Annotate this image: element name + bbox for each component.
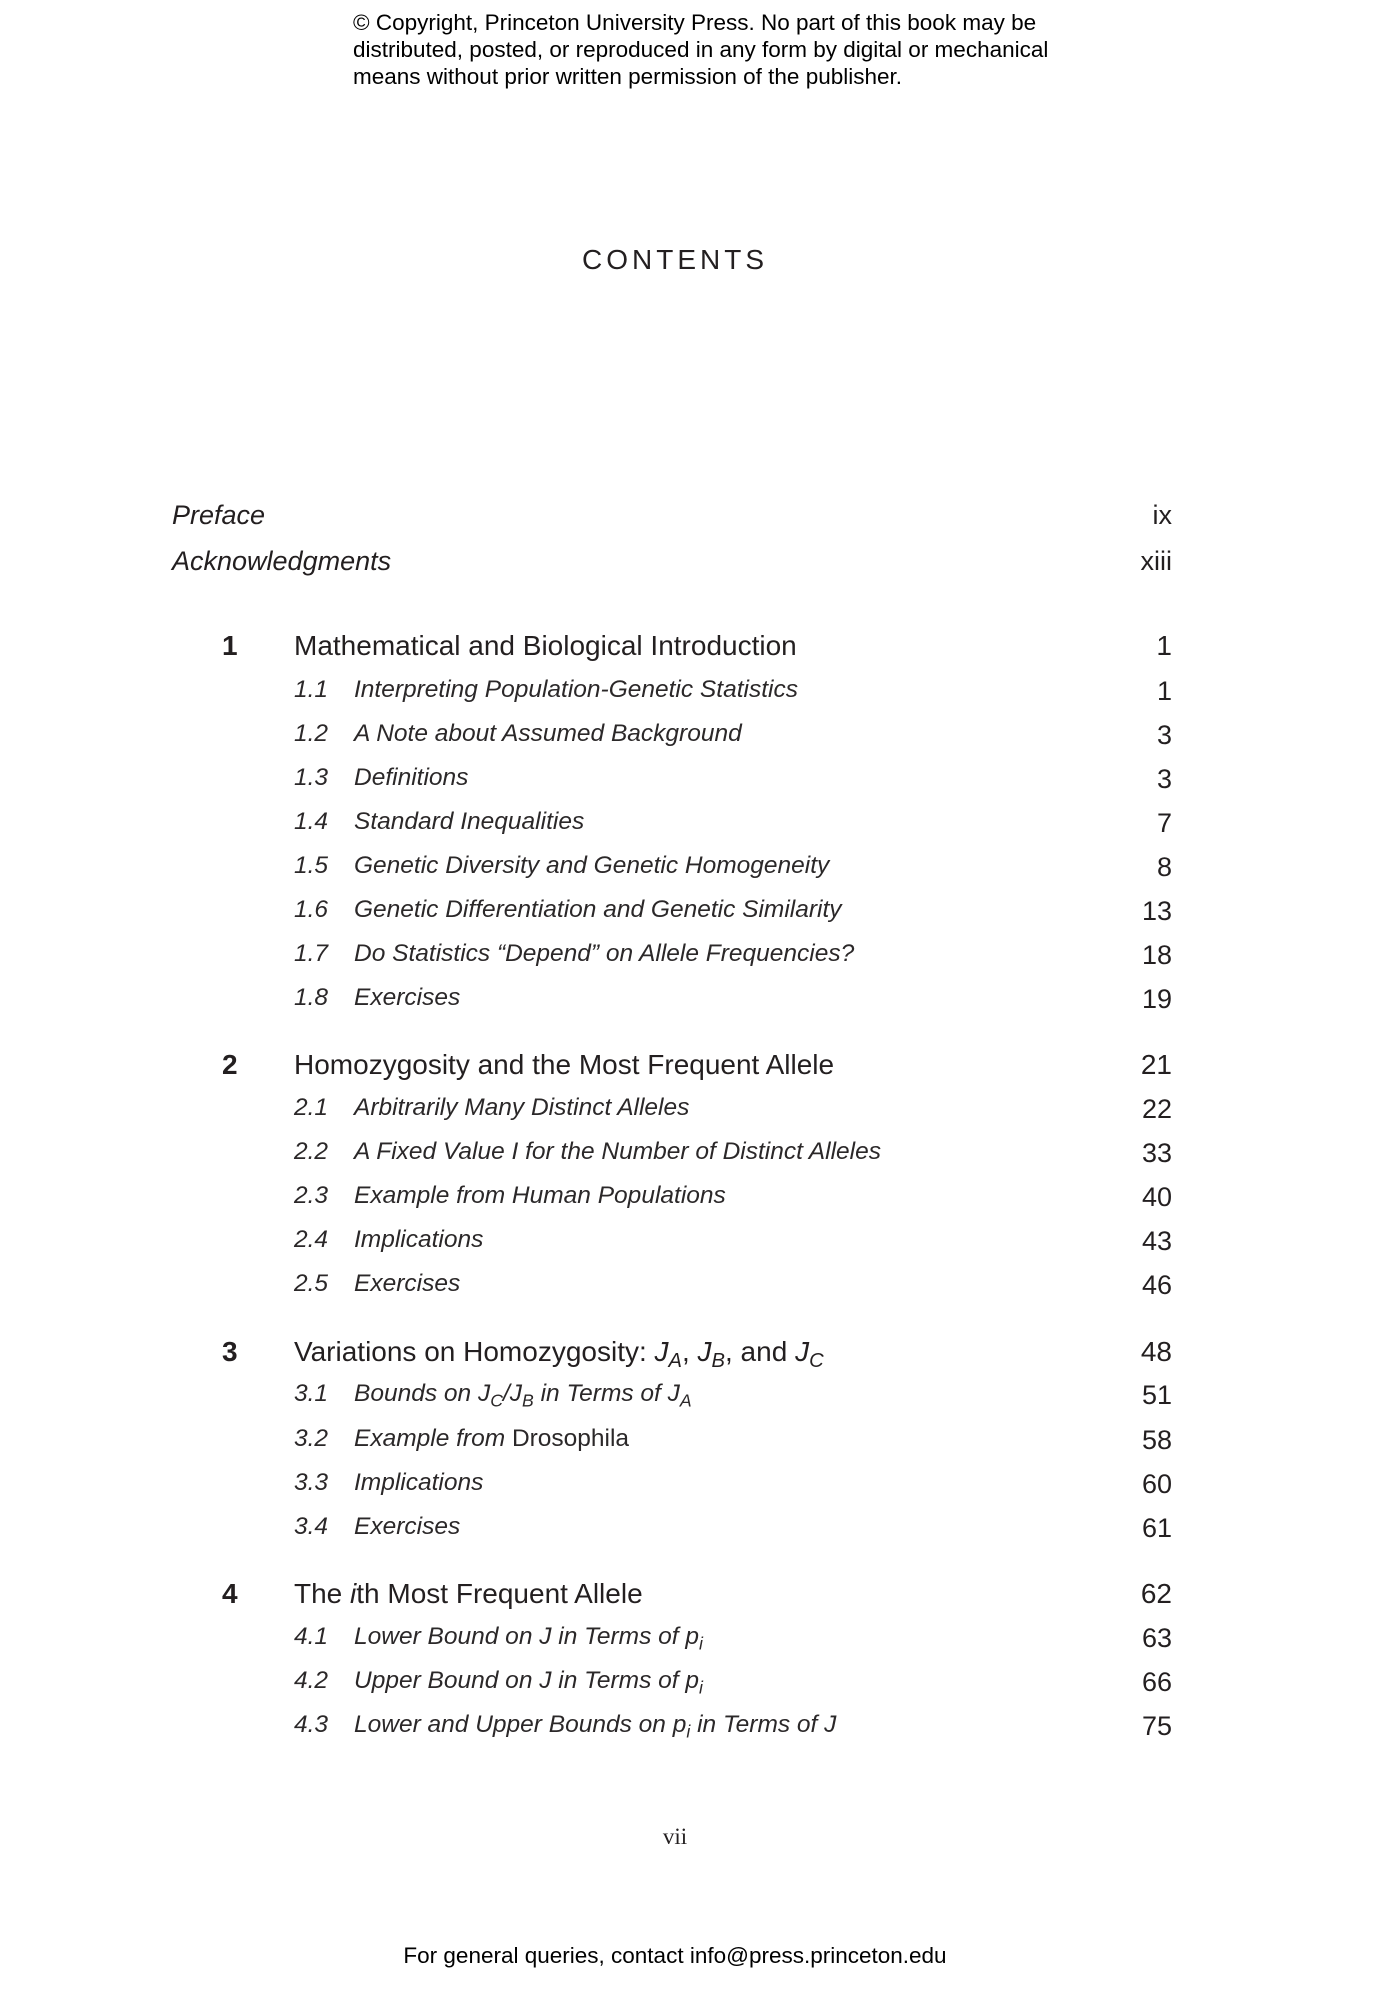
- toc-page-number: 51: [1141, 1380, 1172, 1410]
- toc-entry-label: Acknowledgments: [172, 546, 392, 576]
- section-title: Lower Bound on J in Terms of $p_i$: [354, 1623, 703, 1654]
- toc-page-number: 19: [1141, 984, 1172, 1014]
- section-title: Genetic Differentiation and Genetic Similarity: [354, 896, 842, 923]
- toc-section[interactable]: [294, 1667, 1172, 1703]
- section-number: 1.2: [294, 720, 329, 747]
- toc-page-number: 1: [1156, 630, 1172, 661]
- chapter-title: The ith Most Frequent Allele: [294, 1578, 643, 1609]
- toc-page-number: 22: [1141, 1094, 1172, 1124]
- toc-page-number: 18: [1141, 940, 1172, 970]
- section-number: 3.2: [294, 1425, 329, 1452]
- toc-chapter-2[interactable]: [222, 1049, 1172, 1085]
- section-number: 1.3: [294, 764, 329, 791]
- toc-section[interactable]: [294, 808, 1172, 844]
- toc-page-number: 1: [1156, 676, 1172, 706]
- chapter-number: 4: [222, 1578, 238, 1609]
- toc-page-number: 13: [1141, 896, 1172, 926]
- section-title: Exercises: [354, 1270, 461, 1297]
- toc-page-number: ix: [1152, 500, 1172, 530]
- section-number: 4.3: [294, 1711, 329, 1738]
- section-number: 4.2: [294, 1667, 329, 1694]
- section-number: 1.5: [294, 852, 329, 879]
- section-number: 3.3: [294, 1469, 329, 1496]
- toc-page-number: 48: [1140, 1336, 1172, 1367]
- footer-contact: For general queries, contact info@press.princeton.edu: [403, 1943, 947, 1968]
- toc-section[interactable]: [294, 1425, 1172, 1461]
- toc-section[interactable]: [294, 1469, 1172, 1505]
- section-number: 1.6: [294, 896, 329, 923]
- section-number: 2.1: [294, 1094, 329, 1121]
- toc-section[interactable]: [294, 1270, 1172, 1306]
- toc-section[interactable]: [294, 1380, 1172, 1416]
- toc-chapter-1[interactable]: [222, 630, 1172, 666]
- section-number: 1.1: [294, 676, 329, 703]
- section-title: Interpreting Population-Genetic Statistics: [354, 676, 798, 703]
- toc-page-number: 7: [1156, 808, 1172, 838]
- toc-page-number: 60: [1141, 1469, 1172, 1499]
- toc-entry-label: Preface: [172, 500, 266, 530]
- section-title: Arbitrarily Many Distinct Alleles: [354, 1094, 690, 1121]
- toc-page-number: 46: [1141, 1270, 1172, 1300]
- toc-page-number: 66: [1141, 1667, 1172, 1697]
- toc-section[interactable]: [294, 940, 1172, 976]
- chapter-title: Mathematical and Biological Introduction: [294, 630, 797, 661]
- toc-page-number: 63: [1141, 1623, 1172, 1653]
- section-title: Do Statistics “Depend” on Allele Frequencies?: [354, 940, 855, 967]
- section-number: 1.4: [294, 808, 329, 835]
- section-number: 3.1: [294, 1380, 329, 1407]
- chapter-title: Variations on Homozygosity: $J_A$, $J_B$, and $J_C$: [294, 1336, 824, 1373]
- section-title: Standard Inequalities: [354, 808, 585, 835]
- section-number: 4.1: [294, 1623, 329, 1650]
- copyright-line: distributed, posted, or reproduced in any form by digital or mechanical: [353, 37, 1049, 62]
- toc-page-number: 33: [1141, 1138, 1172, 1168]
- section-title: Example from Human Populations: [354, 1182, 726, 1209]
- toc-page-number: 3: [1156, 720, 1172, 750]
- copyright-line: means without prior written permission of the publisher.: [353, 64, 903, 89]
- section-title: Example from Drosophila: [354, 1425, 630, 1452]
- toc-section[interactable]: [294, 1711, 1172, 1747]
- section-number: 2.3: [294, 1182, 329, 1209]
- toc-section[interactable]: [294, 984, 1172, 1020]
- chapter-number: 2: [222, 1049, 238, 1080]
- toc-chapter-4[interactable]: [222, 1578, 1172, 1614]
- toc-section[interactable]: [294, 1623, 1172, 1659]
- toc-section[interactable]: [294, 1513, 1172, 1549]
- copyright-line: © Copyright, Princeton University Press. No part of this book may be: [353, 10, 1037, 35]
- toc-section[interactable]: [294, 764, 1172, 800]
- toc-section[interactable]: [294, 1138, 1172, 1174]
- section-title: Implications: [354, 1469, 484, 1496]
- section-title: Implications: [354, 1226, 484, 1253]
- copyright-notice: [353, 9, 1113, 90]
- section-number: 1.7: [294, 940, 329, 967]
- section-title: Definitions: [354, 764, 469, 791]
- toc-section[interactable]: [294, 676, 1172, 712]
- section-title: A Note about Assumed Background: [354, 720, 742, 747]
- section-number: 2.4: [294, 1226, 329, 1253]
- toc-section[interactable]: [294, 1094, 1172, 1130]
- section-number: 2.2: [294, 1138, 329, 1165]
- toc-page-number: 40: [1141, 1182, 1172, 1212]
- toc-page-number: 3: [1156, 764, 1172, 794]
- section-title: A Fixed Value I for the Number of Distinct Alleles: [354, 1138, 881, 1165]
- chapter-number: 1: [222, 630, 238, 661]
- toc-chapter-3[interactable]: [222, 1336, 1172, 1372]
- toc-page-number: xiii: [1140, 546, 1172, 576]
- chapter-title: Homozygosity and the Most Frequent Allele: [294, 1049, 835, 1080]
- section-number: 1.8: [294, 984, 329, 1011]
- toc-section[interactable]: [294, 1182, 1172, 1218]
- toc-page-number: 21: [1140, 1049, 1172, 1080]
- section-title: Exercises: [354, 1513, 461, 1540]
- toc-page-number: 75: [1141, 1711, 1172, 1741]
- toc-entry-preface[interactable]: [172, 500, 1172, 536]
- toc-page-number: 58: [1141, 1425, 1172, 1455]
- toc-page-number: 62: [1140, 1578, 1172, 1609]
- page-title: CONTENTS: [582, 244, 768, 275]
- toc-section[interactable]: [294, 896, 1172, 932]
- section-title: Lower and Upper Bounds on $p_i$ in Terms of J: [354, 1711, 837, 1742]
- toc-section[interactable]: [294, 720, 1172, 756]
- toc-page-number: 61: [1141, 1513, 1172, 1543]
- section-title: Exercises: [354, 984, 461, 1011]
- section-number: 3.4: [294, 1513, 329, 1540]
- section-title: Genetic Diversity and Genetic Homogeneity: [354, 852, 830, 879]
- toc-page-number: 43: [1141, 1226, 1172, 1256]
- section-title: Upper Bound on J in Terms of $p_i$: [354, 1667, 703, 1698]
- section-number: 2.5: [294, 1270, 329, 1297]
- toc-section[interactable]: [294, 1226, 1172, 1262]
- toc-page-number: 8: [1156, 852, 1172, 882]
- page-number: vii: [662, 1824, 688, 1849]
- toc-section[interactable]: [294, 852, 1172, 888]
- chapter-number: 3: [222, 1336, 238, 1367]
- toc-entry-acknowledgments[interactable]: [172, 546, 1172, 582]
- section-title: Bounds on $J_C/J_B$ in Terms of $J_A$: [354, 1380, 692, 1411]
